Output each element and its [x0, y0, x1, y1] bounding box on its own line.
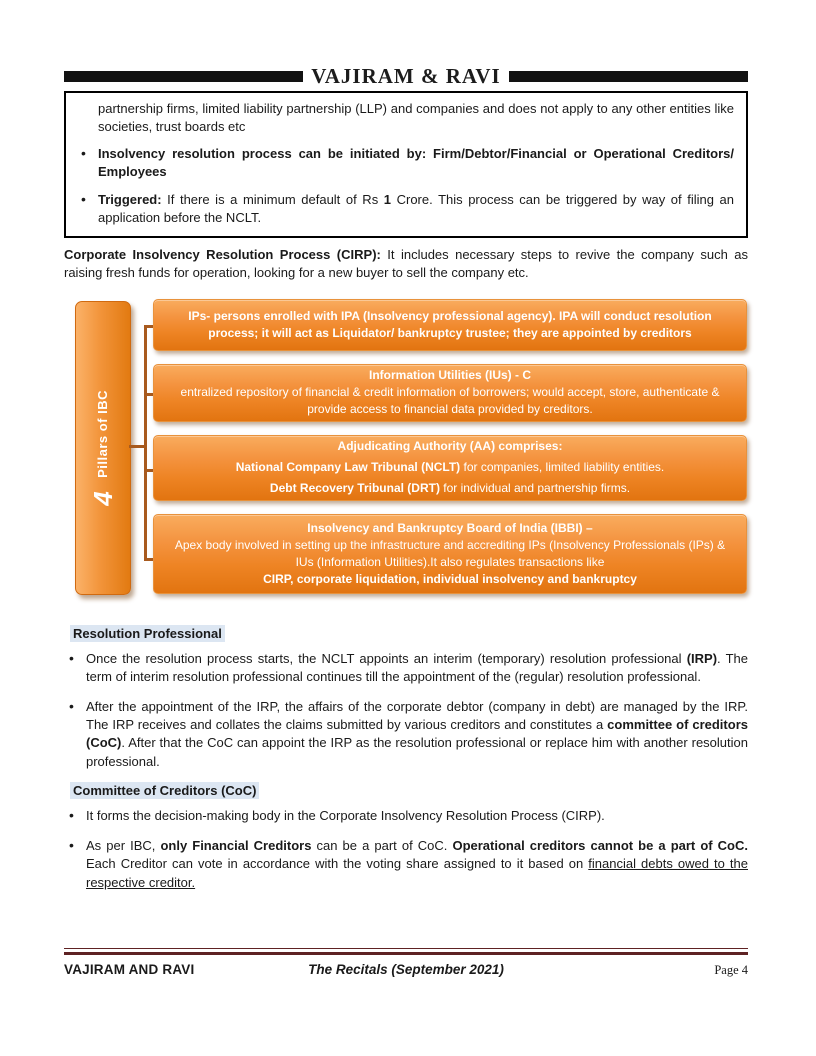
header-rule-left: [64, 71, 303, 82]
intro-bullet-2: • Triggered: If there is a minimum default of Rs 1 Crore. This process can be triggered by way of filing an application before the NCLT.: [76, 191, 734, 228]
pillar-bar-label: [90, 390, 116, 506]
rp-bullet-1: • Once the resolution process starts, the NCLT appoints an interim (temporary) resolution professional (IRP). The term of interim resolution professional continues till the appointment of the (regular) resolution professional.: [64, 650, 748, 687]
section-resolution-professional: [64, 625, 748, 772]
footer-rule: [64, 948, 748, 955]
resolution-professional-heading: Resolution Professional: [70, 625, 225, 642]
pillar-box-adjudicating-authority: [153, 435, 747, 501]
aa-line-1: Adjudicating Authority (AA) comprises:: [337, 439, 563, 454]
footer-row: [64, 962, 748, 978]
intro-bullet-1: • Insolvency resolution process can be initiated by: Firm/Debtor/Financial or Operational Creditors/ Employees: [76, 145, 734, 182]
footer-page-number: Page 4: [714, 963, 748, 977]
pillar-number: 4: [88, 491, 118, 506]
page-header: [64, 64, 748, 89]
aa-line-2: National Company Law Tribunal (NCLT) for companies, limited liability entities.: [235, 460, 665, 475]
pillar-box-ibbi: Insolvency and Bankruptcy Board of India (IBBI) – Apex body involved in setting up the infrastructure and accrediting IPs (Insolvency Professionals (IPs) & IUs (Information Utilities).It also regulates transactions like CIRP, corporate liquidation, individual insolvency and bankruptcy: [153, 514, 747, 594]
four-pillars-diagram: [64, 299, 748, 601]
header-rule-right: [509, 71, 748, 82]
brand-title: VAJIRAM & RAVI: [311, 64, 501, 88]
coc-heading: Committee of Creditors (CoC): [70, 782, 259, 799]
cirp-paragraph: Corporate Insolvency Resolution Process (CIRP): It includes necessary steps to revive the company such as raising fresh funds for operation, looking for a new buyer to sell the company etc.: [64, 246, 748, 281]
coc-bullet-2: • As per IBC, only Financial Creditors can be a part of CoC. Operational creditors cannot be a part of CoC. Each Creditor can vote in accordance with the voting share assigned to it based on financial debts owed to the respective creditor.: [64, 837, 748, 892]
page-footer: [64, 948, 748, 978]
section-committee-of-creditors: [64, 782, 748, 892]
footer-publication: The Recitals (September 2021): [308, 962, 504, 977]
intro-bullet-list: [76, 145, 734, 228]
pillar-boxes: [153, 299, 747, 594]
coc-bullet-1: • It forms the decision-making body in the Corporate Insolvency Resolution Process (CIRP).: [64, 807, 748, 825]
resolution-professional-bullets: [64, 650, 748, 772]
aa-line-3: Debt Recovery Tribunal (DRT) for individual and partnership firms.: [269, 481, 631, 496]
pillar-label: Pillars of IBC: [95, 389, 110, 478]
page-content: [64, 64, 748, 903]
pillar-box-ips: IPs- persons enrolled with IPA (Insolvency professional agency). IPA will conduct resolution process; it will act as Liquidator/ bankruptcy trustee; they are appointed by creditors: [153, 299, 747, 351]
pillar-bar: [75, 301, 131, 595]
rp-bullet-2: • After the appointment of the IRP, the affairs of the corporate debtor (company in debt) are managed by the IRP. The IRP receives and collates the claims submitted by various creditors and constitutes a committee of creditors (CoC). After that the CoC can appoint the IRP as the resolution professional or replace him with another resolution professional.: [64, 698, 748, 772]
connector-spine: [144, 325, 147, 561]
intro-continuation-text: partnership firms, limited liability partnership (LLP) and companies and does not apply to any other entities like societies, trust boards etc: [98, 101, 734, 135]
footer-brand: VAJIRAM AND RAVI: [64, 962, 195, 977]
intro-box: [64, 91, 748, 238]
coc-bullets: [64, 807, 748, 892]
pillar-box-ius: Information Utilities (IUs) - C entralized repository of financial & credit information of borrowers; would accept, store, authenticate & provide access to financial data provided by creditors.: [153, 364, 747, 422]
